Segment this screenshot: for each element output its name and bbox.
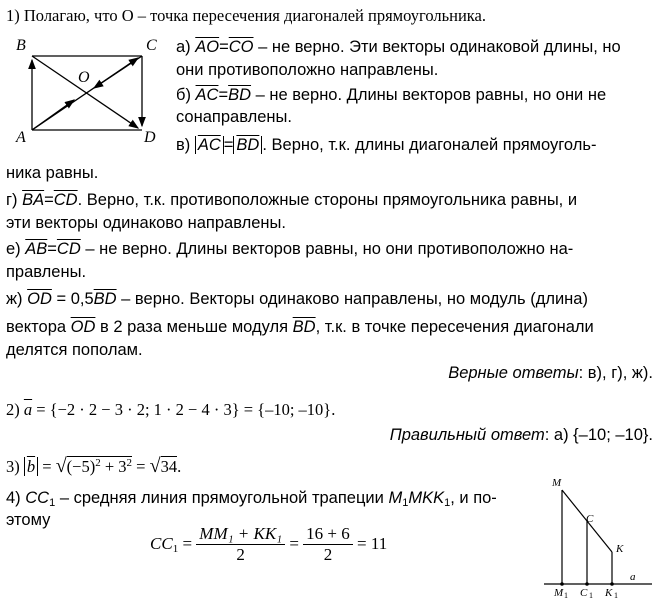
p1-v-line1: в) $\overline{AC} = \overline{BD}$ . Верно, т.к. длины диагоналей прямоуголь-: [176, 136, 597, 154]
rectangle-figure: [14, 34, 164, 146]
p1-zh-line3: делятся пополам.: [6, 341, 143, 359]
fig-label-M1: M: [554, 587, 564, 599]
p1-zh-line1: ж) $\overline{OD} = 0,5\overline{BD}$ – верно. Векторы одинаково направлены, но модуль (длина): [6, 290, 588, 308]
p1-b-line1: б) $\overline{AC}=\overline{BD}$ – не верно. Длины векторов равны, но они не: [176, 86, 607, 104]
label-O: O: [78, 69, 90, 86]
label-B: B: [16, 37, 26, 54]
fig-label-a: a: [630, 571, 636, 583]
p1-zh-line2: вектора $\overline{OD}$ в 2 раза меньше модуля $\overline{BD}$, т.к. в точке пересечения диагонали: [6, 318, 594, 336]
p4-line1: 4) $CC_1$ – средняя линия прямоугольной трапеции $M_1MKK_1$, и по-: [6, 489, 497, 509]
label-D: D: [144, 129, 156, 146]
fig-label-K1: K: [605, 587, 613, 599]
p1-v-line2: ника равны.: [6, 164, 99, 182]
p1-e-line2: правлены.: [6, 263, 87, 281]
fig-label-K: K: [616, 543, 624, 555]
label-A: A: [16, 129, 26, 146]
p1-intro: 1) Полагаю, что O – точка пересечения диагоналей прямоугольника.: [6, 6, 486, 25]
fig-label-C: C: [586, 513, 594, 525]
p4-formula: $CC_1$ = $\frac{\text{MM₁ + KK₁}}{2}$ = $\frac{16 + 6}{2}$ = 11: [150, 524, 388, 565]
p1-a-line1: а) $\overline{AO}=\overline{CO}$ – не верно. Эти векторы одинаковой длины, но: [176, 38, 621, 56]
p1-g-line2: эти векторы одинаково направлены.: [6, 214, 286, 232]
fig-label-C1: C: [580, 587, 588, 599]
fig-sub-M1: 1: [564, 591, 568, 600]
p1-b-line2: сонаправлены.: [176, 108, 292, 126]
p1-e-line1: е) $\overline{AB}=\overline{CD}$ – не верно. Длины векторов равны, но они противоположно на-: [6, 240, 574, 258]
p2-answer: Правильный ответ: а) {–10; –10}.: [389, 426, 653, 444]
fig-sub-K1: 1: [614, 591, 618, 600]
p1-g-line1: г) $\overline{BA}=\overline{CD}$. Верно, т.к. противоположные стороны прямоугольника равны, и: [6, 191, 578, 209]
p1-answer: Верные ответы: в), г), ж).: [448, 364, 653, 382]
trapezoid-figure: [540, 472, 660, 600]
p3-line: 3) $\overline{b} = √(-5)^2 + 3^2 = √34$.: [6, 455, 182, 477]
p2-line: 2) $\overline{a} = \{-2 \cdot 2 - 3 \cdot 2$; 1 · 2 − 4 · 3} = {–10; –10}.: [6, 400, 336, 419]
fig-label-M: M: [552, 477, 562, 489]
label-C: C: [146, 37, 157, 54]
fig-sub-C1: 1: [589, 591, 593, 600]
p1-a-line2: они противоположно направлены.: [176, 61, 439, 79]
p4-line2: этому: [6, 511, 51, 529]
